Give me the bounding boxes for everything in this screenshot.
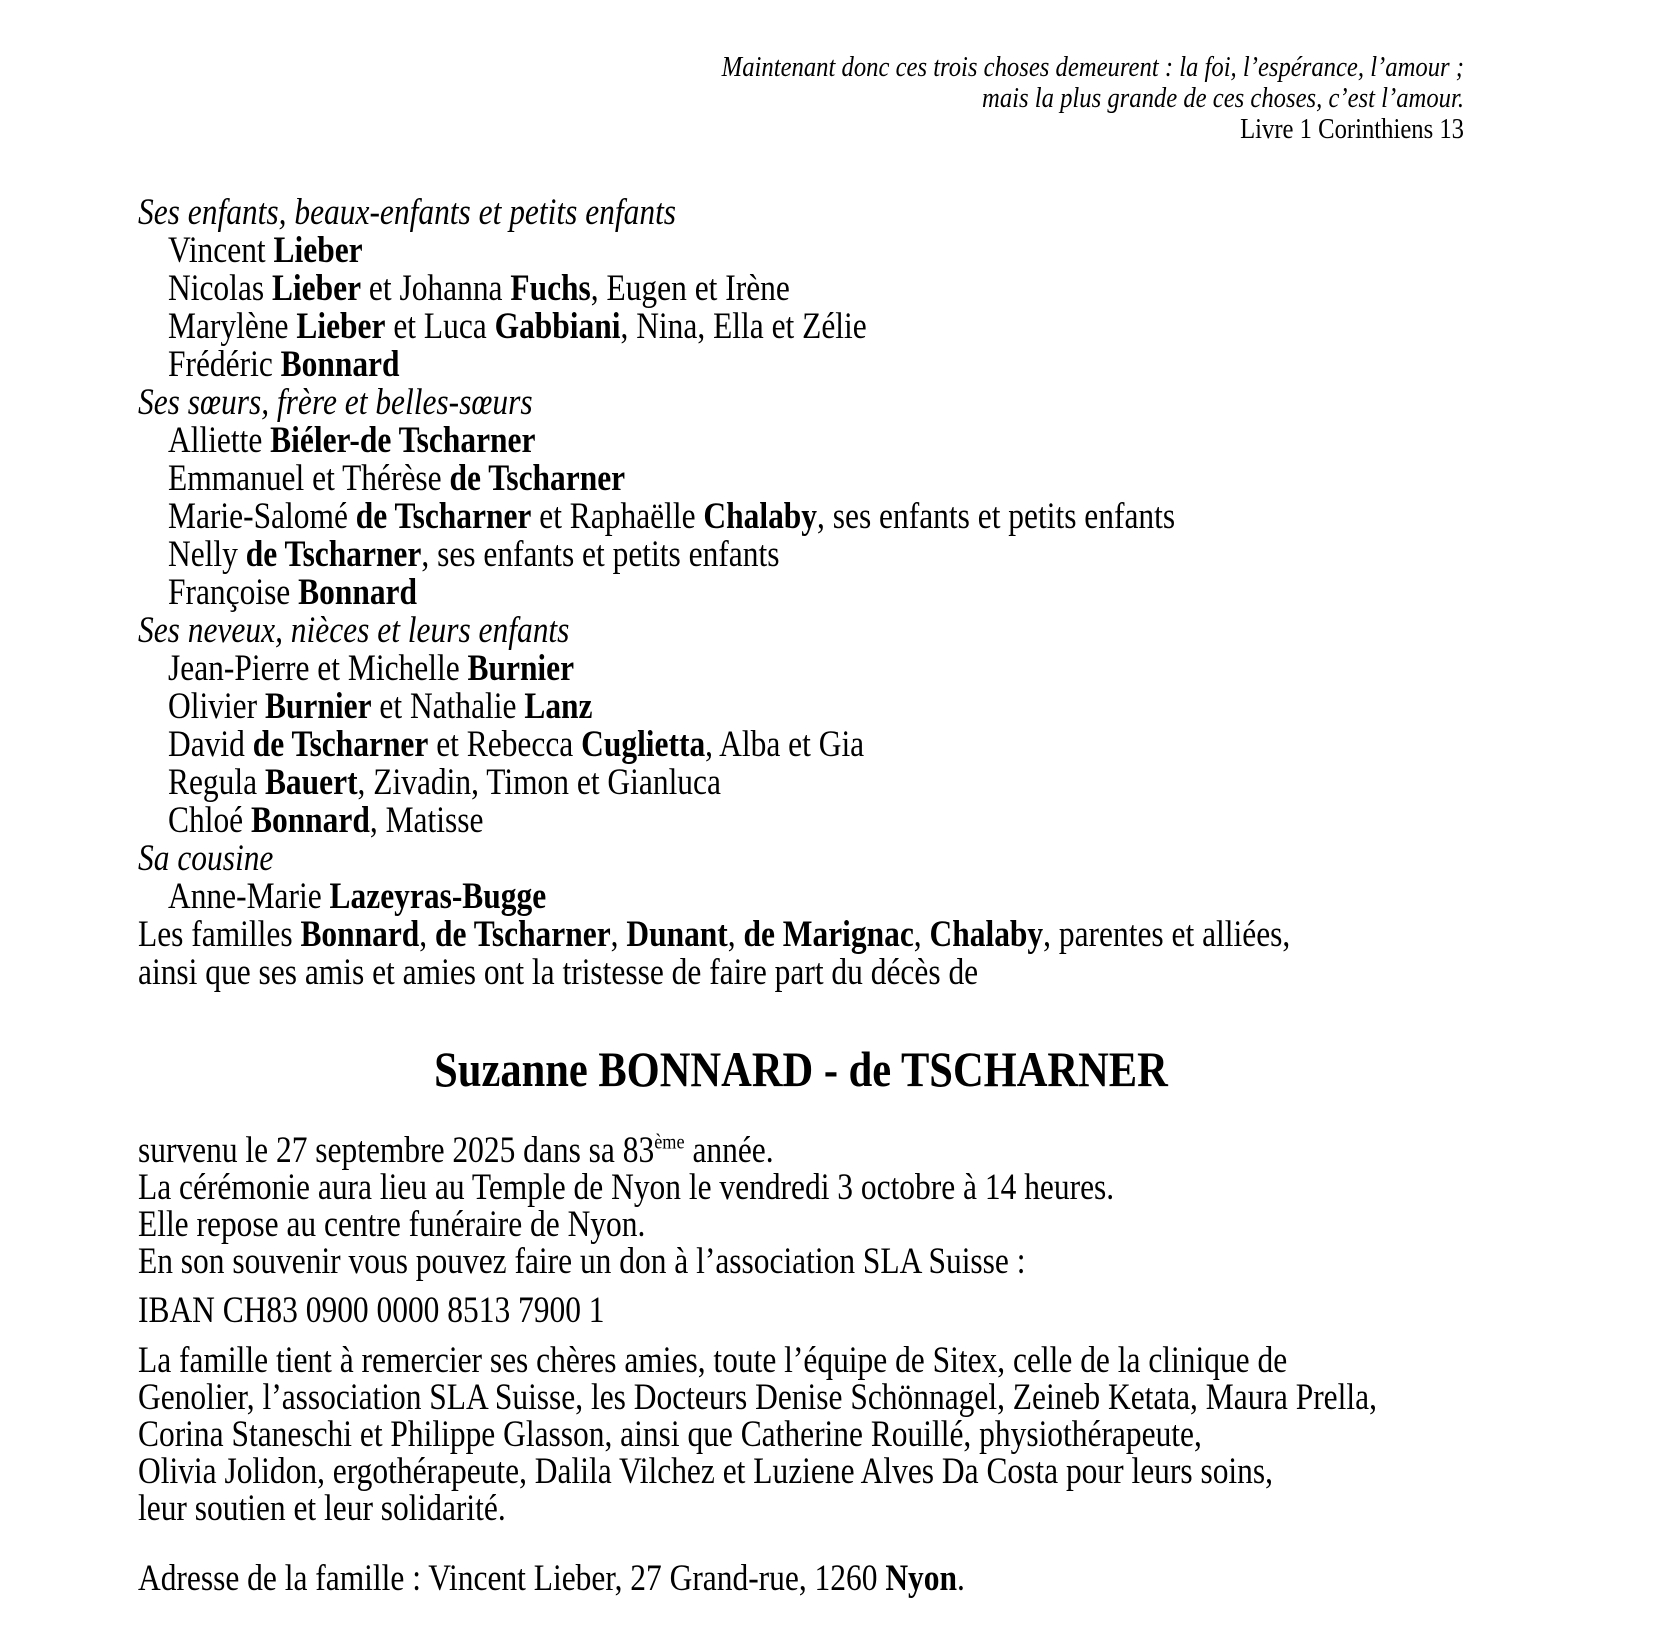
surname-bold: Lieber: [296, 306, 386, 347]
surname-bold: Lanz: [524, 686, 593, 727]
text-run: survenu le 27 septembre 2025 dans sa 83: [138, 1130, 655, 1171]
surname-bold: Bonnard: [250, 800, 370, 841]
details-line: [138, 1129, 1265, 1171]
text-run: année.: [684, 1130, 774, 1171]
text-run: Corina Staneschi et Philippe Glasson, ainsi que Catherine Rouillé, physiothérapeute,: [138, 1414, 1202, 1455]
text-run: En son souvenir vous pouvez faire un don à l’association SLA Suisse :: [138, 1241, 1026, 1282]
text-run: Nicolas: [168, 268, 272, 309]
family-line-member: [168, 232, 1270, 270]
family-line-member: [168, 536, 1270, 574]
family-line-plain: [138, 914, 1291, 955]
text-run: , Zivadin, Timon et Gianluca: [357, 762, 721, 803]
text-run: Olivier: [168, 686, 265, 727]
deceased-name-title: Suzanne BONNARD - de TSCHARNER: [434, 1041, 1168, 1097]
details-line: [138, 1243, 1265, 1280]
family-line-member: [168, 688, 1270, 726]
surname-bold: Dunant: [626, 914, 728, 955]
text-run: Olivia Jolidon, ergothérapeute, Dalila Vilchez et Luziene Alves Da Costa pour leurs soins,: [138, 1451, 1273, 1492]
surname-bold: de Tscharner: [435, 914, 611, 955]
quote-line-1: Maintenant donc ces trois choses demeurent : la foi, l’espérance, l’amour ;: [721, 51, 1464, 83]
surname-bold: de Tscharner: [355, 496, 532, 537]
text-run: Sa cousine: [138, 838, 274, 879]
surname-bold: Gabbiani: [494, 306, 621, 347]
text-run: .: [956, 1558, 965, 1599]
family-line-member: [168, 726, 1270, 764]
text-run: , ses enfants et petits enfants: [817, 496, 1176, 537]
quote-attribution: Livre 1 Corinthiens 13: [1240, 113, 1464, 145]
text-run: Ses enfants, beaux-enfants et petits enfants: [138, 192, 677, 233]
iban-line: IBAN CH83 0900 0000 8513 7900 1: [138, 1290, 605, 1331]
text-run: et Luca: [385, 306, 495, 347]
surname-bold: Lieber: [273, 230, 363, 271]
text-run: et Nathalie: [371, 686, 525, 727]
text-run: leur soutien et leur solidarité.: [138, 1488, 506, 1529]
text-run: La cérémonie aura lieu au Temple de Nyon le vendredi 3 octobre à 14 heures.: [138, 1167, 1115, 1208]
details-line: [138, 1169, 1265, 1206]
scripture-quote-block: [138, 52, 1464, 145]
text-run: Anne-Marie: [168, 876, 330, 917]
text-run: ,: [727, 914, 744, 955]
address-line: [138, 1560, 1265, 1597]
text-run: Elle repose au centre funéraire de Nyon.: [138, 1204, 646, 1245]
text-run: Jean-Pierre et Michelle: [168, 648, 468, 689]
surname-bold: Biéler-de Tscharner: [270, 420, 536, 461]
text-run: La famille tient à remercier ses chères amies, toute l’équipe de Sitex, celle de la clinique de: [138, 1340, 1288, 1381]
quote-line-2: mais la plus grande de ces choses, c’est l’amour.: [982, 82, 1464, 114]
family-line-member: [168, 270, 1270, 308]
surname-bold: Nyon: [885, 1558, 957, 1599]
text-run: Françoise: [168, 572, 299, 613]
text-run: , Nina, Ella et Zélie: [620, 306, 867, 347]
surname-bold: Fuchs: [510, 268, 591, 309]
text-run: et Raphaëlle: [531, 496, 704, 537]
surname-bold: Bonnard: [300, 914, 420, 955]
family-line-member: [168, 422, 1270, 460]
text-run: Adresse de la famille : Vincent Lieber, 27 Grand-rue, 1260: [138, 1558, 886, 1599]
text-run: Les familles: [138, 914, 301, 955]
family-line-plain: [138, 954, 1265, 992]
family-line-member: [168, 878, 1270, 916]
family-line-member: [168, 498, 1270, 536]
text-run: Alliette: [168, 420, 271, 461]
surname-bold: Burnier: [264, 686, 372, 727]
surname-bold: Bonnard: [280, 344, 400, 385]
family-line-member: [168, 460, 1270, 498]
text-run: ,: [610, 914, 627, 955]
text-run: Vincent: [168, 230, 274, 271]
text-run: Chloé: [168, 800, 251, 841]
family-line-member: [168, 802, 1270, 840]
family-line-member: [168, 308, 1270, 346]
text-run: , ses enfants et petits enfants: [421, 534, 780, 575]
text-run: Regula: [168, 762, 265, 803]
text-run: , parentes et alliées,: [1043, 914, 1291, 955]
thanks-line: [138, 1340, 1288, 1381]
surname-bold: de Marignac: [743, 914, 914, 955]
text-run: Frédéric: [168, 344, 281, 385]
text-run: , Alba et Gia: [705, 724, 865, 765]
text-run: Marie-Salomé: [168, 496, 356, 537]
surname-bold: Bonnard: [298, 572, 418, 613]
text-run: Marylène: [168, 306, 297, 347]
text-run: et Rebecca: [428, 724, 582, 765]
surname-bold: de Tscharner: [449, 458, 626, 499]
surname-bold: Burnier: [467, 648, 575, 689]
family-line-header: [138, 194, 1265, 232]
details-block: [138, 1129, 1464, 1599]
text-run: Genolier, l’association SLA Suisse, les Docteurs Denise Schönnagel, Zeineb Ketata, Maura Prella,: [138, 1377, 1377, 1418]
surname-bold: Chalaby: [703, 496, 818, 537]
family-line-member: [168, 764, 1270, 802]
text-run: Ses sœurs, frère et belles-sœurs: [138, 382, 533, 423]
family-line-member: [168, 346, 1270, 384]
text-run: ,: [913, 914, 930, 955]
text-run: , Matisse: [369, 800, 484, 841]
family-line-member: [168, 650, 1270, 688]
thanks-line: [138, 1377, 1377, 1418]
surname-bold: Chalaby: [929, 914, 1044, 955]
text-run: Ses neveux, nièces et leurs enfants: [138, 610, 570, 651]
thanks-line: [138, 1490, 1265, 1527]
family-line-header: [138, 840, 1265, 878]
surname-bold: Lieber: [271, 268, 362, 309]
text-run: ainsi que ses amis et amies ont la tristesse de faire part du décès de: [138, 952, 979, 993]
ordinal-superscript: ème: [654, 1129, 685, 1154]
thanks-paragraph: [138, 1342, 1464, 1527]
family-line-header: [138, 612, 1265, 650]
surname-bold: Lazeyras-Bugge: [329, 876, 547, 917]
text-run: , Eugen et Irène: [590, 268, 790, 309]
thanks-line: [138, 1416, 1265, 1453]
surname-bold: Bauert: [264, 762, 358, 803]
text-run: Emmanuel et Thérèse: [168, 458, 450, 499]
family-line-header: [138, 384, 1265, 422]
surname-bold: de Tscharner: [245, 534, 422, 575]
text-run: et Johanna: [361, 268, 511, 309]
details-lines: [138, 1129, 1464, 1282]
text-run: ,: [419, 914, 436, 955]
family-list: [138, 194, 1464, 992]
details-line: [138, 1206, 1265, 1243]
text-run: David: [168, 724, 253, 765]
surname-bold: Cuglietta: [581, 724, 706, 765]
deceased-name-title-wrap: [138, 1040, 1464, 1098]
surname-bold: de Tscharner: [252, 724, 429, 765]
text-run: Nelly: [168, 534, 246, 575]
family-line-member: [168, 574, 1270, 612]
thanks-line: [138, 1451, 1273, 1492]
